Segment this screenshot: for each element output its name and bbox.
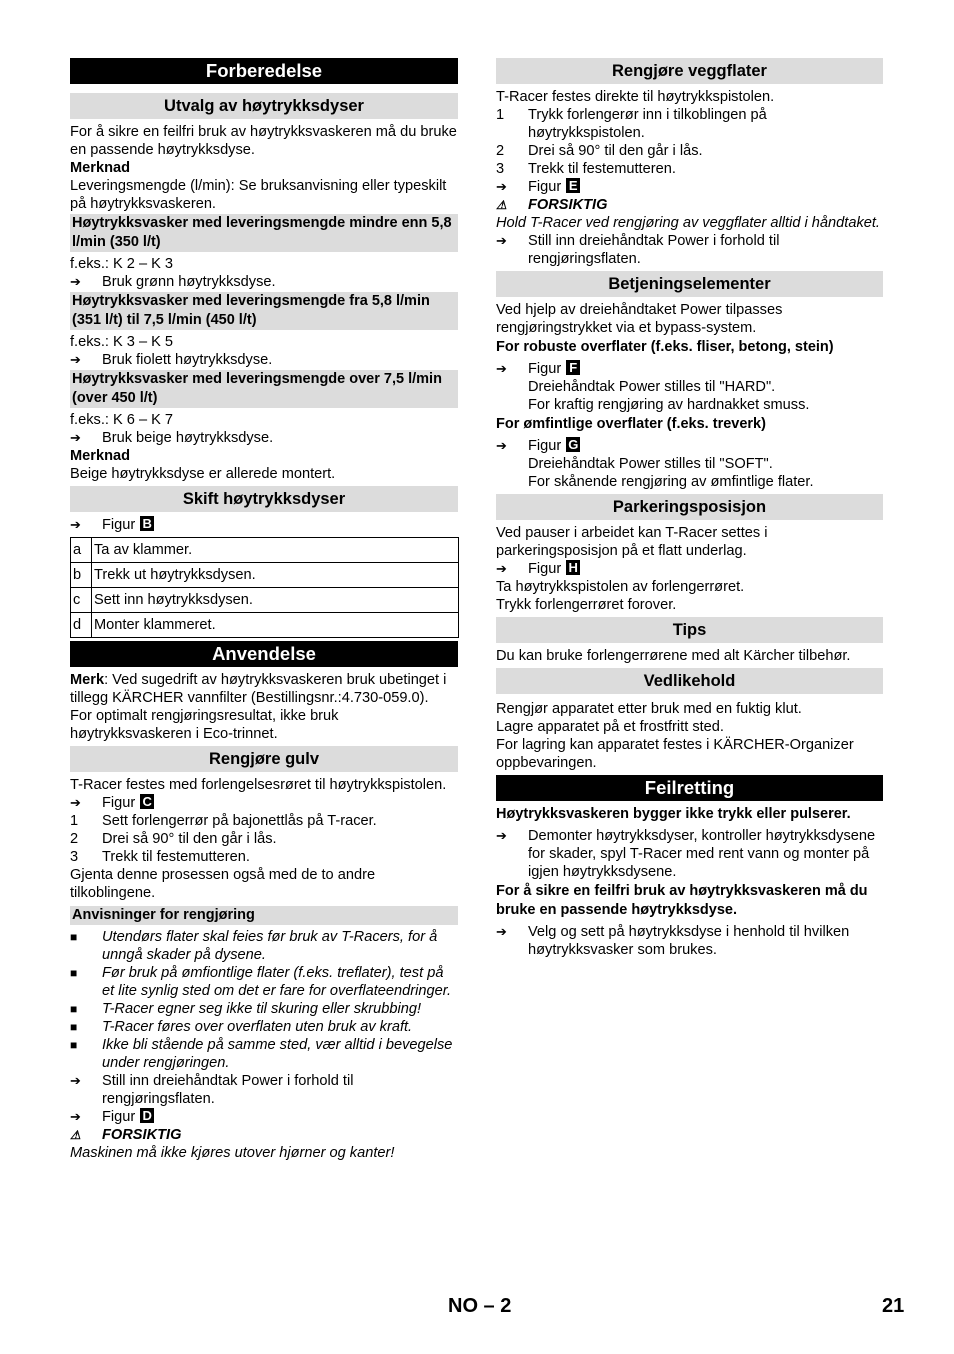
table-row: c Sett inn høytrykksdysen. [71, 588, 459, 613]
paragraph: Du kan bruke forlengerrørene med alt Kärcher tilbehør. [496, 648, 851, 664]
heading-rengjore-gulv: Rengjøre gulv [70, 746, 458, 772]
subheading-under-5-8: Høytrykksvasker med leveringsmengde mindre enn 5,8 l/min (350 l/t) [70, 214, 458, 252]
figure-badge: B [140, 516, 154, 531]
paragraph: For optimalt rengjøringsresultat, ikke bruk høytrykksvaskeren i Eco-trinnet. [70, 708, 339, 742]
heading-utvalg: Utvalg av høytrykksdyser [70, 93, 458, 119]
example-text: f.eks.: K 3 – K 5 [70, 334, 174, 350]
figure-reference: ➔ Figur H [496, 560, 883, 578]
paragraph: Lagre apparatet på et frostfritt sted. [496, 719, 724, 735]
numbered-step: 1 Sett forlengerrør på bajonettlås på T-racer. [70, 813, 377, 829]
warning-label: ⚠ FORSIKTIG [70, 1126, 458, 1144]
subheading-feil-dyse: For å sikre en feilfri bruk av høytrykksvaskeren må du bruke en passende høytrykksdyse. [496, 883, 868, 918]
warning-label: ⚠ FORSIKTIG [496, 196, 883, 214]
figure-badge: E [566, 178, 580, 193]
instruction-step: ➔ Still inn dreiehåndtak Power i forhold til rengjøringsflaten. [70, 1072, 458, 1108]
table-row: b Trekk ut høytrykksdysen. [71, 563, 459, 588]
paragraph: Gjenta denne prosessen også med de to andre tilkoblingene. [70, 867, 376, 901]
indented-text: Dreiehåndtak Power stilles til "HARD". [528, 379, 776, 395]
figure-reference: ➔ Figur B [70, 516, 458, 534]
warning-icon [496, 196, 528, 214]
instruction-step: ➔ Bruk grønn høytrykksdyse. [70, 273, 458, 291]
page-number: 21 [882, 1295, 905, 1317]
example-text: f.eks.: K 2 – K 3 [70, 256, 174, 272]
warning-icon [70, 1126, 102, 1144]
right-column [496, 58, 883, 959]
note-label: Merknad [70, 160, 131, 176]
arrow-icon [70, 429, 102, 447]
numbered-step: 2 Drei så 90° til den går i lås. [496, 143, 703, 159]
warning-text: Hold T-Racer ved rengjøring av veggflater alltid i håndtaket. [496, 215, 880, 231]
example-text: f.eks.: K 6 – K 7 [70, 412, 174, 428]
instruction-step: ➔ Demonter høytrykksdyser, kontroller høytrykksdysene for skader, spyl T-Racer med rent vann og monter på igjen høytrykksdysene. [496, 827, 883, 881]
bullet-icon [70, 1000, 102, 1018]
figure-badge: F [566, 360, 580, 375]
subheading-feil-trykk: Høytrykksvaskeren bygger ikke trykk eller pulserer. [496, 806, 851, 822]
indented-text: For skånende rengjøring av ømfintlige flater. [528, 474, 814, 490]
paragraph: Beige høytrykksdyse er allerede montert. [70, 466, 336, 482]
bullet-item: ■ T-Racer føres over overflaten uten bruk av kraft. [70, 1018, 458, 1036]
left-column [70, 58, 458, 1162]
paragraph: Merk: Ved sugedrift av høytrykksvaskeren bruk ubetinget i tillegg KÄRCHER vannfilter (Bestillingsnr.:4.730-059.0). [70, 672, 447, 706]
note-label: Merknad [70, 448, 131, 464]
numbered-step: 3 Trekk til festemutteren. [496, 161, 676, 177]
heading-rengjore-veggflater: Rengjøre veggflater [496, 58, 883, 84]
subheading-over-7-5: Høytrykksvasker med leveringsmengde over 7,5 l/min (over 450 l/t) [70, 370, 458, 408]
arrow-icon [70, 1072, 102, 1108]
instruction-step: ➔ Bruk beige høytrykksdyse. [70, 429, 458, 447]
heading-betjeningselementer: Betjeningselementer [496, 271, 883, 297]
instruction-step: ➔ Still inn dreiehåndtak Power i forhold til rengjøringsflaten. [496, 232, 883, 268]
paragraph: Rengjør apparatet etter bruk med en fuktig klut. [496, 701, 802, 717]
arrow-icon [496, 827, 528, 881]
figure-reference: ➔ Figur F [496, 360, 883, 378]
paragraph: T-Racer festes direkte til høytrykkspistolen. [496, 89, 775, 105]
subheading-5-8-to-7-5: Høytrykksvasker med leveringsmengde fra 5,8 l/min (351 l/t) til 7,5 l/min (450 l/t) [70, 292, 458, 330]
subheading-omfintlige: For ømfintlige overflater (f.eks. treverk) [496, 416, 766, 432]
arrow-icon [496, 560, 528, 578]
steps-table [70, 537, 459, 638]
bullet-icon [70, 928, 102, 964]
bullet-item: ■ Utendørs flater skal feies før bruk av T-Racers, for å unngå skader på dysene. [70, 928, 458, 964]
bullet-item: ■ Ikke bli stående på samme sted, vær alltid i bevegelse under rengjøringen. [70, 1036, 458, 1072]
paragraph: For lagring kan apparatet festes i KÄRCHER-Organizer oppbevaringen. [496, 737, 854, 771]
numbered-step: 1 Trykk forlengerør inn i tilkoblingen på høytrykkspistolen. [496, 107, 767, 141]
heading-parkeringsposisjon: Parkeringsposisjon [496, 494, 883, 520]
bullet-icon [70, 964, 102, 1000]
figure-reference: ➔ Figur D [70, 1108, 458, 1126]
arrow-icon [496, 178, 528, 196]
arrow-icon [496, 437, 528, 455]
subheading-robuste: For robuste overflater (f.eks. fliser, betong, stein) [496, 339, 834, 355]
instruction-step: ➔ Bruk fiolett høytrykksdyse. [70, 351, 458, 369]
arrow-icon [496, 923, 528, 959]
indented-text: Dreiehåndtak Power stilles til "SOFT". [528, 456, 773, 472]
table-row: d Monter klammeret. [71, 613, 459, 638]
section-title-forberedelse: Forberedelse [70, 58, 458, 84]
bullet-item: ■ T-Racer egner seg ikke til skuring eller skrubbing! [70, 1000, 458, 1018]
warning-text: Maskinen må ikke kjøres utover hjørner og kanter! [70, 1145, 395, 1161]
figure-reference: ➔ Figur E [496, 178, 883, 196]
section-title-feilretting: Feilretting [496, 775, 883, 801]
arrow-icon [70, 516, 102, 534]
figure-badge: D [140, 1108, 154, 1123]
paragraph: T-Racer festes med forlengelsesrøret til høytrykkspistolen. [70, 777, 447, 793]
indented-text: For kraftig rengjøring av hardnakket smuss. [528, 397, 810, 413]
heading-skift: Skift høytrykksdyser [70, 486, 458, 512]
paragraph: Leveringsmengde (l/min): Se bruksanvisning eller typeskilt på høytrykksvaskeren. [70, 178, 447, 212]
paragraph: Ved hjelp av dreiehåndtaket Power tilpasses rengjøringstrykket via et bypass-system. [496, 302, 783, 336]
table-row: a Ta av klammer. [71, 538, 459, 563]
paragraph: For å sikre en feilfri bruk av høytrykksvaskeren må du bruke en passende høytrykksdyse. [70, 124, 457, 158]
arrow-icon [70, 273, 102, 291]
figure-badge: C [140, 794, 154, 809]
figure-reference: ➔ Figur G [496, 437, 883, 455]
arrow-icon [70, 794, 102, 812]
arrow-icon [70, 351, 102, 369]
bullet-icon [70, 1018, 102, 1036]
numbered-step: 3 Trekk til festemutteren. [70, 849, 250, 865]
heading-vedlikehold: Vedlikehold [496, 668, 883, 694]
arrow-icon [496, 360, 528, 378]
figure-badge: G [568, 437, 579, 452]
instruction-step: ➔ Velg og sett på høytrykksdyse i henhold til hvilken høytrykksvasker som brukes. [496, 923, 883, 959]
numbered-step: 2 Drei så 90° til den går i lås. [70, 831, 277, 847]
subheading-anvisninger: Anvisninger for rengjøring [70, 906, 458, 925]
figure-badge: H [566, 560, 580, 575]
figure-reference: ➔ Figur C [70, 794, 458, 812]
bullet-icon [70, 1036, 102, 1072]
footer-section-label: NO – 2 [448, 1295, 512, 1317]
bullet-item: ■ Før bruk på ømfiontlige flater (f.eks. treflater), test på et lite synlig sted om det er fare for overflateendringer. [70, 964, 458, 1000]
arrow-icon [496, 232, 528, 268]
paragraph: Ta høytrykkspistolen av forlengerrøret. [496, 579, 745, 595]
paragraph: Ved pauser i arbeidet kan T-Racer settes i parkeringsposisjon på et flatt underlag. [496, 525, 768, 559]
arrow-icon [70, 1108, 102, 1126]
section-title-anvendelse: Anvendelse [70, 641, 458, 667]
paragraph: Trykk forlengerrøret forover. [496, 597, 677, 613]
heading-tips: Tips [496, 617, 883, 643]
